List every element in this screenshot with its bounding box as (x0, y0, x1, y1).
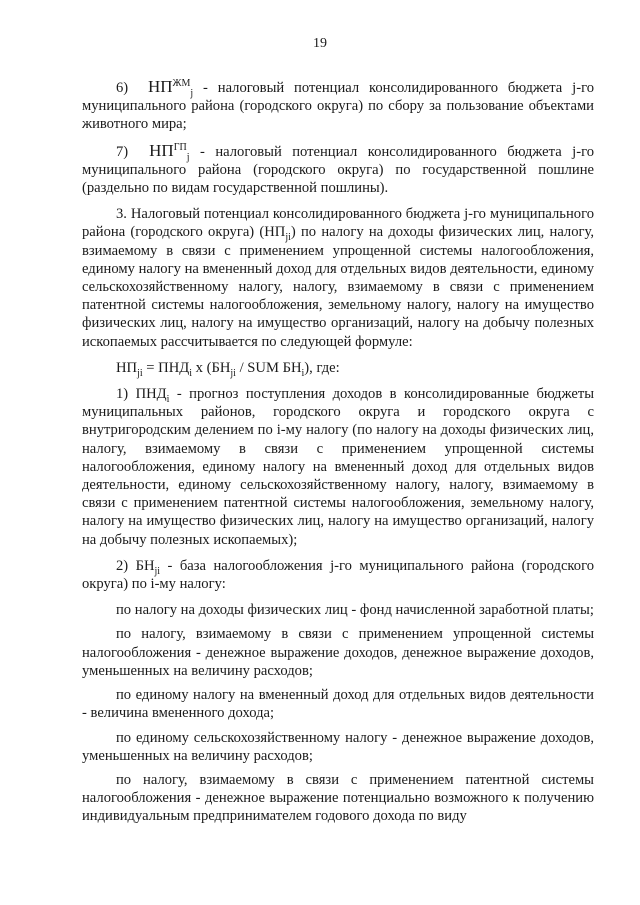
paragraph-text: - налоговый потенциал консолидированного бюджета j-го муниципального района (городского округа) по государственной пошлине (раздельно по видам государственной пошлины). (82, 143, 594, 197)
paragraph-3 (82, 205, 594, 351)
paragraph-7 (82, 142, 594, 198)
paragraph-text: ) по налогу на доходы физических лиц, налогу, взимаемому в связи с применением упрощенной системы налогообложения, единому налогу на вмененный доход для отдельных видов деятельности, единому сельскохозяйственному налогу, налогу, взимаемому в связи с применением патентной системы налогообложения, земельному налогу, налогу на имущество физических лиц, налогу на имущество организаций, налогу на добычу полезных ископаемых рассчитывается по следующей формуле: (82, 224, 594, 350)
definition-text: - прогноз поступления доходов в консолидированные бюджеты муниципальных районов, городского округа и городского округа с внутригородским делением по i-му налогу (по налогу на доходы физических лиц, налогу, взимаемому в связи с применением упрощенной системы налогообложения, единому налогу на вмененный доход для отдельных видов деятельности, единому сельскохозяйственному налогу, налогу, взимаемому в связи с применением патентной системы налогообложения, земельному налогу, налогу на имущество физических лиц, налогу на имущество организаций, налогу на добычу полезных ископаемых); (82, 386, 595, 548)
item-number: 6) (116, 80, 129, 96)
formula (82, 359, 594, 377)
subscript: ji (230, 367, 236, 379)
subscript: i (166, 393, 170, 405)
subscript: ji (137, 367, 143, 379)
paragraph-6 (82, 78, 594, 134)
paragraph-text: 3. Налоговый потенциал консолидированного бюджета j-го муниципального района (городского округа) (НП (82, 206, 594, 241)
subscript: ji (154, 565, 161, 577)
formula-part: / SUM БН (235, 359, 302, 376)
definition-text: - база налогообложения j-го муниципального района (городского округа) по i-му налогу: (82, 557, 594, 593)
subscript: i (189, 367, 192, 379)
formula-part: ), где: (304, 359, 340, 376)
formula-part: НП (116, 359, 138, 376)
definition-1 (82, 385, 594, 549)
page-number: 19 (313, 36, 327, 51)
formula-part: = ПНД (142, 359, 190, 376)
subscript: i (301, 367, 305, 379)
superscript: ЖМ (172, 78, 191, 90)
definition-text: 1) ПНД (116, 386, 167, 403)
tax-base-item: по налогу на доходы физических лиц - фонд начисленной заработной платы; (116, 602, 594, 619)
subscript: j (186, 151, 190, 163)
paragraph-text: - налоговый потенциал консолидированного бюджета j-го муниципального района (городского округа) по сбору за пользование объектами животного мира; (82, 80, 594, 133)
subscript: ji (285, 232, 291, 244)
definition-text: 2) БН (116, 557, 155, 574)
formula-part: х (БН (192, 359, 231, 376)
symbol-np: НП (147, 77, 173, 96)
document-body (82, 78, 594, 832)
item-number: 7) (116, 143, 129, 160)
subscript: j (190, 87, 194, 99)
tax-base-item: по единому сельскохозяйственному налогу - денежное выражение доходов, уменьшенных на величину расходов; (82, 729, 594, 764)
definition-2 (82, 557, 594, 593)
tax-base-item: по налогу, взимаемому в связи с применением патентной системы налогообложения - денежное выражение потенциально возможного к получению индивидуальным предпринимателем годового дохода по виду (82, 771, 594, 825)
tax-base-item: по единому налогу на вмененный доход для отдельных видов деятельности - величина вмененного дохода; (82, 687, 594, 722)
tax-base-item: по налогу, взимаемому в связи с применением упрощенной системы налогообложения - денежное выражение доходов, денежное выражение доходов, уменьшенных на величину расходов; (82, 626, 594, 679)
symbol-np: НП (149, 140, 174, 160)
superscript: ГП (173, 141, 187, 153)
